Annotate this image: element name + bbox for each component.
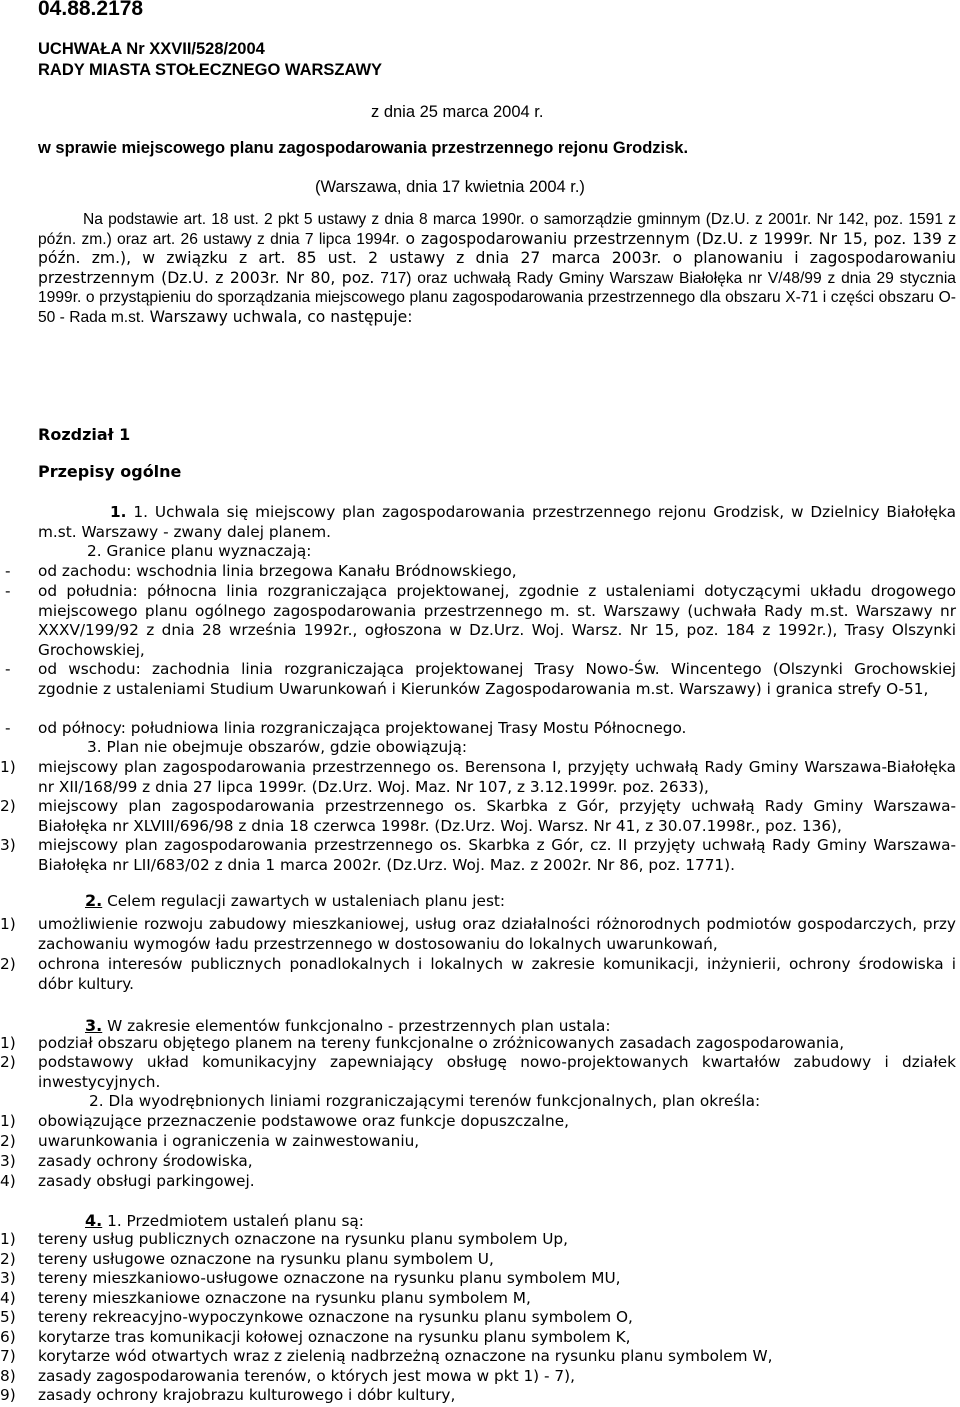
section-3-intro-text: W zakresie elementów funkcjonalno - przestrzennych plan ustala: [102, 1017, 611, 1035]
item-number: 1) [0, 1230, 16, 1248]
item-text: miejscowy plan zagospodarowania przestrzennego os. Skarbka z Gór, przyjęty uchwałą Rady Gminy Warszawa-Białołęka nr XLVIII/696/98 z dnia 18 czerwca 1998r. (Dz.Urz. Woj. Warsz. Nr 41, z 30.07.1998r., poz. 136), [38, 797, 956, 835]
item-text: miejscowy plan zagospodarowania przestrzennego os. Skarbka z Gór, cz. II przyjęty uchwałą Rady Gminy Warszawa-Białołęka nr LII/683/02 z dnia 1 marca 2002r. (Dz.Urz. Woj. Maz. z 2002r. Nr 86, poz. 1771). [38, 836, 956, 874]
item-text: korytarze wód otwartych wraz z zielenią nadbrzeżną oznaczone na rysunku planu symbolem W, [38, 1347, 773, 1365]
item-text: umożliwienie rozwoju zabudowy mieszkaniowej, usług oraz działalności różnorodnych podmiotów gospodarczych, przy zachowaniu wymogów ładu przestrzennego w dostosowaniu do lokalnych uwarunkowań, [38, 915, 956, 953]
boundary-text: od wschodu: zachodnia linia rozgraniczająca projektowanej Trasy Nowo-Św. Wincentego (Olszynki Grochowskiej zgodnie z ustaleniami Studium Uwarunkowań i Kierunków Zagospodarowania m.st. Warszawy) i granica strefy O-51, [38, 660, 956, 698]
item-number: 1) [0, 1112, 16, 1130]
resolution-date: z dnia 25 marca 2004 r. [371, 103, 544, 121]
item-text: zasady obsługi parkingowej. [38, 1172, 255, 1190]
section-3-number: 3. [85, 1016, 103, 1035]
boundary-text: od zachodu: wschodnia linia brzegowa Kanału Bródnowskiego, [38, 562, 517, 580]
section-1-paragraph-3-number: 3. [87, 738, 102, 756]
boundary-dash: - [5, 562, 11, 580]
item-number: 4) [0, 1172, 16, 1190]
section-4-number: 4. [85, 1211, 103, 1230]
boundary-dash: - [5, 582, 11, 600]
preamble-part-5: Warszawy uchwala, co następuje: [144, 307, 413, 326]
preamble-part-3: 717) oraz uchwałą Rady Gminy Warszaw Białołęka nr V/48/99 z dnia 29 stycznia 1999r. [38, 269, 956, 307]
preamble-part-1: Na podstawie art. 18 ust. 2 pkt 5 ustawy z dnia 8 marca 1990r. o samorządzie gminnym (Dz.U. z 2001r. Nr 142, poz. 1591 z późn. zm.) oraz art. 26 ustawy z dnia 7 lipca 1994r. [38, 211, 956, 248]
boundary-dash: - [5, 660, 11, 678]
item-number: 2) [0, 1053, 16, 1071]
preamble [38, 210, 956, 328]
item-text: ochrona interesów publicznych ponadlokalnych i lokalnych w zakresie komunikacji, inżynierii, ochrony środowiska i dóbr kultury. [38, 955, 956, 993]
item-text: uwarunkowania i ograniczenia w zainwestowaniu, [38, 1132, 420, 1150]
section-1-paragraph-3-text: Plan nie obejmuje obszarów, gdzie obowiązują: [101, 738, 467, 756]
boundary-text: od południa: północna linia rozgraniczająca projektowanej, zgodnie z ustaleniami dotyczącymi układu drogowego miejscowego planu ogólnego zagospodarowania przestrzennego m. st. Warszawy (uchwała Rady m.st. Warszawy nr XXXV/199/92 z dnia 28 września 1992r., ogłoszona w Dz.Urz. Woj. Warsz. Nr 15, poz. 184 z 1992r.), Trasy Olszynki Grochowskiej, [38, 582, 956, 659]
item-text: tereny usług publicznych oznaczone na rysunku planu symbolem Up, [38, 1230, 569, 1248]
section-1-paragraph-2-number: 2. [87, 542, 102, 560]
section-2-intro-text: Celem regulacji zawartych w ustaleniach planu jest: [102, 892, 506, 910]
section-4-intro-text: 1. Przedmiotem ustaleń planu są: [102, 1212, 364, 1230]
item-text: tereny rekreacyjno-wypoczynkowe oznaczone na rysunku planu symbolem O, [38, 1308, 633, 1326]
boundary-text: od północy: południowa linia rozgraniczająca projektowanej Trasy Mostu Północnego. [38, 719, 687, 737]
item-number: 5) [0, 1308, 16, 1326]
item-text: tereny mieszkaniowo-usługowe oznaczone na rysunku planu symbolem MU, [38, 1269, 621, 1287]
resolution-subject: w sprawie miejscowego planu zagospodarowania przestrzennego rejonu Grodzisk. [38, 139, 689, 157]
item-text: zasady ochrony środowiska, [38, 1152, 253, 1170]
item-text: obowiązujące przeznaczenie podstawowe oraz funkcje dopuszczalne, [38, 1112, 569, 1130]
item-text: podstawowy układ komunikacyjny zapewniający obsługę nowo-projektowanych kwartałów zabudowy i działek inwestycyjnych. [38, 1053, 956, 1091]
section-1-paragraph-3 [87, 738, 467, 758]
preamble-part-4: o przystąpieniu do sporządzania miejscowego planu zagospodarowania przestrzennego dla obszaru X-71 i części obszaru O-50 - Rada m.st. [38, 289, 956, 326]
resolution-title: UCHWAŁA Nr XXVII/528/2004 [38, 40, 265, 58]
section-1-paragraph-2 [87, 542, 311, 562]
item-number: 6) [0, 1328, 16, 1346]
council-name: RADY MIASTA STOŁECZNEGO WARSZAWY [38, 61, 383, 79]
item-number: 1) [0, 758, 16, 776]
publication-note: (Warszawa, dnia 17 kwietnia 2004 r.) [315, 178, 585, 196]
section-1-paragraph-1-number: 1. [133, 503, 148, 521]
chapter-subtitle: Przepisy ogólne [38, 462, 182, 481]
chapter-title: Rozdział 1 [38, 425, 131, 444]
item-text: tereny mieszkaniowe oznaczone na rysunku planu symbolem M, [38, 1289, 531, 1307]
item-number: 2) [0, 797, 16, 815]
section-1-paragraph-1 [38, 503, 956, 542]
section-3-paragraph-2: 2. Dla wyodrębnionych liniami rozgraniczającymi terenów funkcjonalnych, plan określa: [89, 1092, 761, 1110]
item-number: 9) [0, 1386, 16, 1404]
section-4-intro [85, 1211, 364, 1232]
section-1-paragraph-2-text: Granice planu wyznaczają: [101, 542, 312, 560]
section-2-number: 2. [85, 891, 103, 910]
section-1-paragraph-1-text: Uchwala się miejscowy plan zagospodarowania przestrzennego rejonu Grodzisk, w Dzielnicy Białołęka m.st. Warszawy - zwany dalej planem. [38, 503, 956, 541]
item-number: 3) [0, 1269, 16, 1287]
document-number: 04.88.2178 [38, 0, 144, 20]
item-text: miejscowy plan zagospodarowania przestrzennego os. Berensona I, przyjęty uchwałą Rady Gminy Warszawa-Białołęka nr XII/168/99 z dnia 27 lipca 1999r. (Dz.Urz. Woj. Maz. Nr 107, z 3.12.1999r. poz. 2633), [38, 758, 956, 796]
preamble-part-2: o zagospodarowaniu przestrzennym (Dz.U. z 1999r. Nr 15, poz. 139 z późn. zm.), w związku z art. 85 ust. 2 ustawy z dnia 27 marca 2003r. o planowaniu i zagospodarowaniu przestrzennym (Dz.U. z 2003r. Nr 80, poz. [38, 229, 957, 287]
item-number: 3) [0, 836, 16, 854]
item-number: 1) [0, 915, 16, 933]
item-number: 3) [0, 1152, 16, 1170]
item-number: 2) [0, 1132, 16, 1150]
item-text: korytarze tras komunikacji kołowej oznaczone na rysunku planu symbolem K, [38, 1328, 631, 1346]
item-number: 8) [0, 1367, 16, 1385]
section-2-intro [85, 891, 505, 912]
item-number: 4) [0, 1289, 16, 1307]
item-number: 7) [0, 1347, 16, 1365]
item-text: tereny usługowe oznaczone na rysunku planu symbolem U, [38, 1250, 494, 1268]
item-number: 2) [0, 955, 16, 973]
item-number: 1) [0, 1034, 16, 1052]
boundary-dash: - [5, 719, 11, 737]
item-text: zasady zagospodarowania terenów, o których jest mowa w pkt 1) - 7), [38, 1367, 575, 1385]
item-number: 2) [0, 1250, 16, 1268]
item-text: podział obszaru objętego planem na tereny funkcjonalne o zróżnicowanych zasadach zagospodarowania, [38, 1034, 845, 1052]
item-text: zasady ochrony krajobrazu kulturowego i dóbr kultury, [38, 1386, 456, 1404]
section-1-number: 1. [110, 503, 127, 521]
